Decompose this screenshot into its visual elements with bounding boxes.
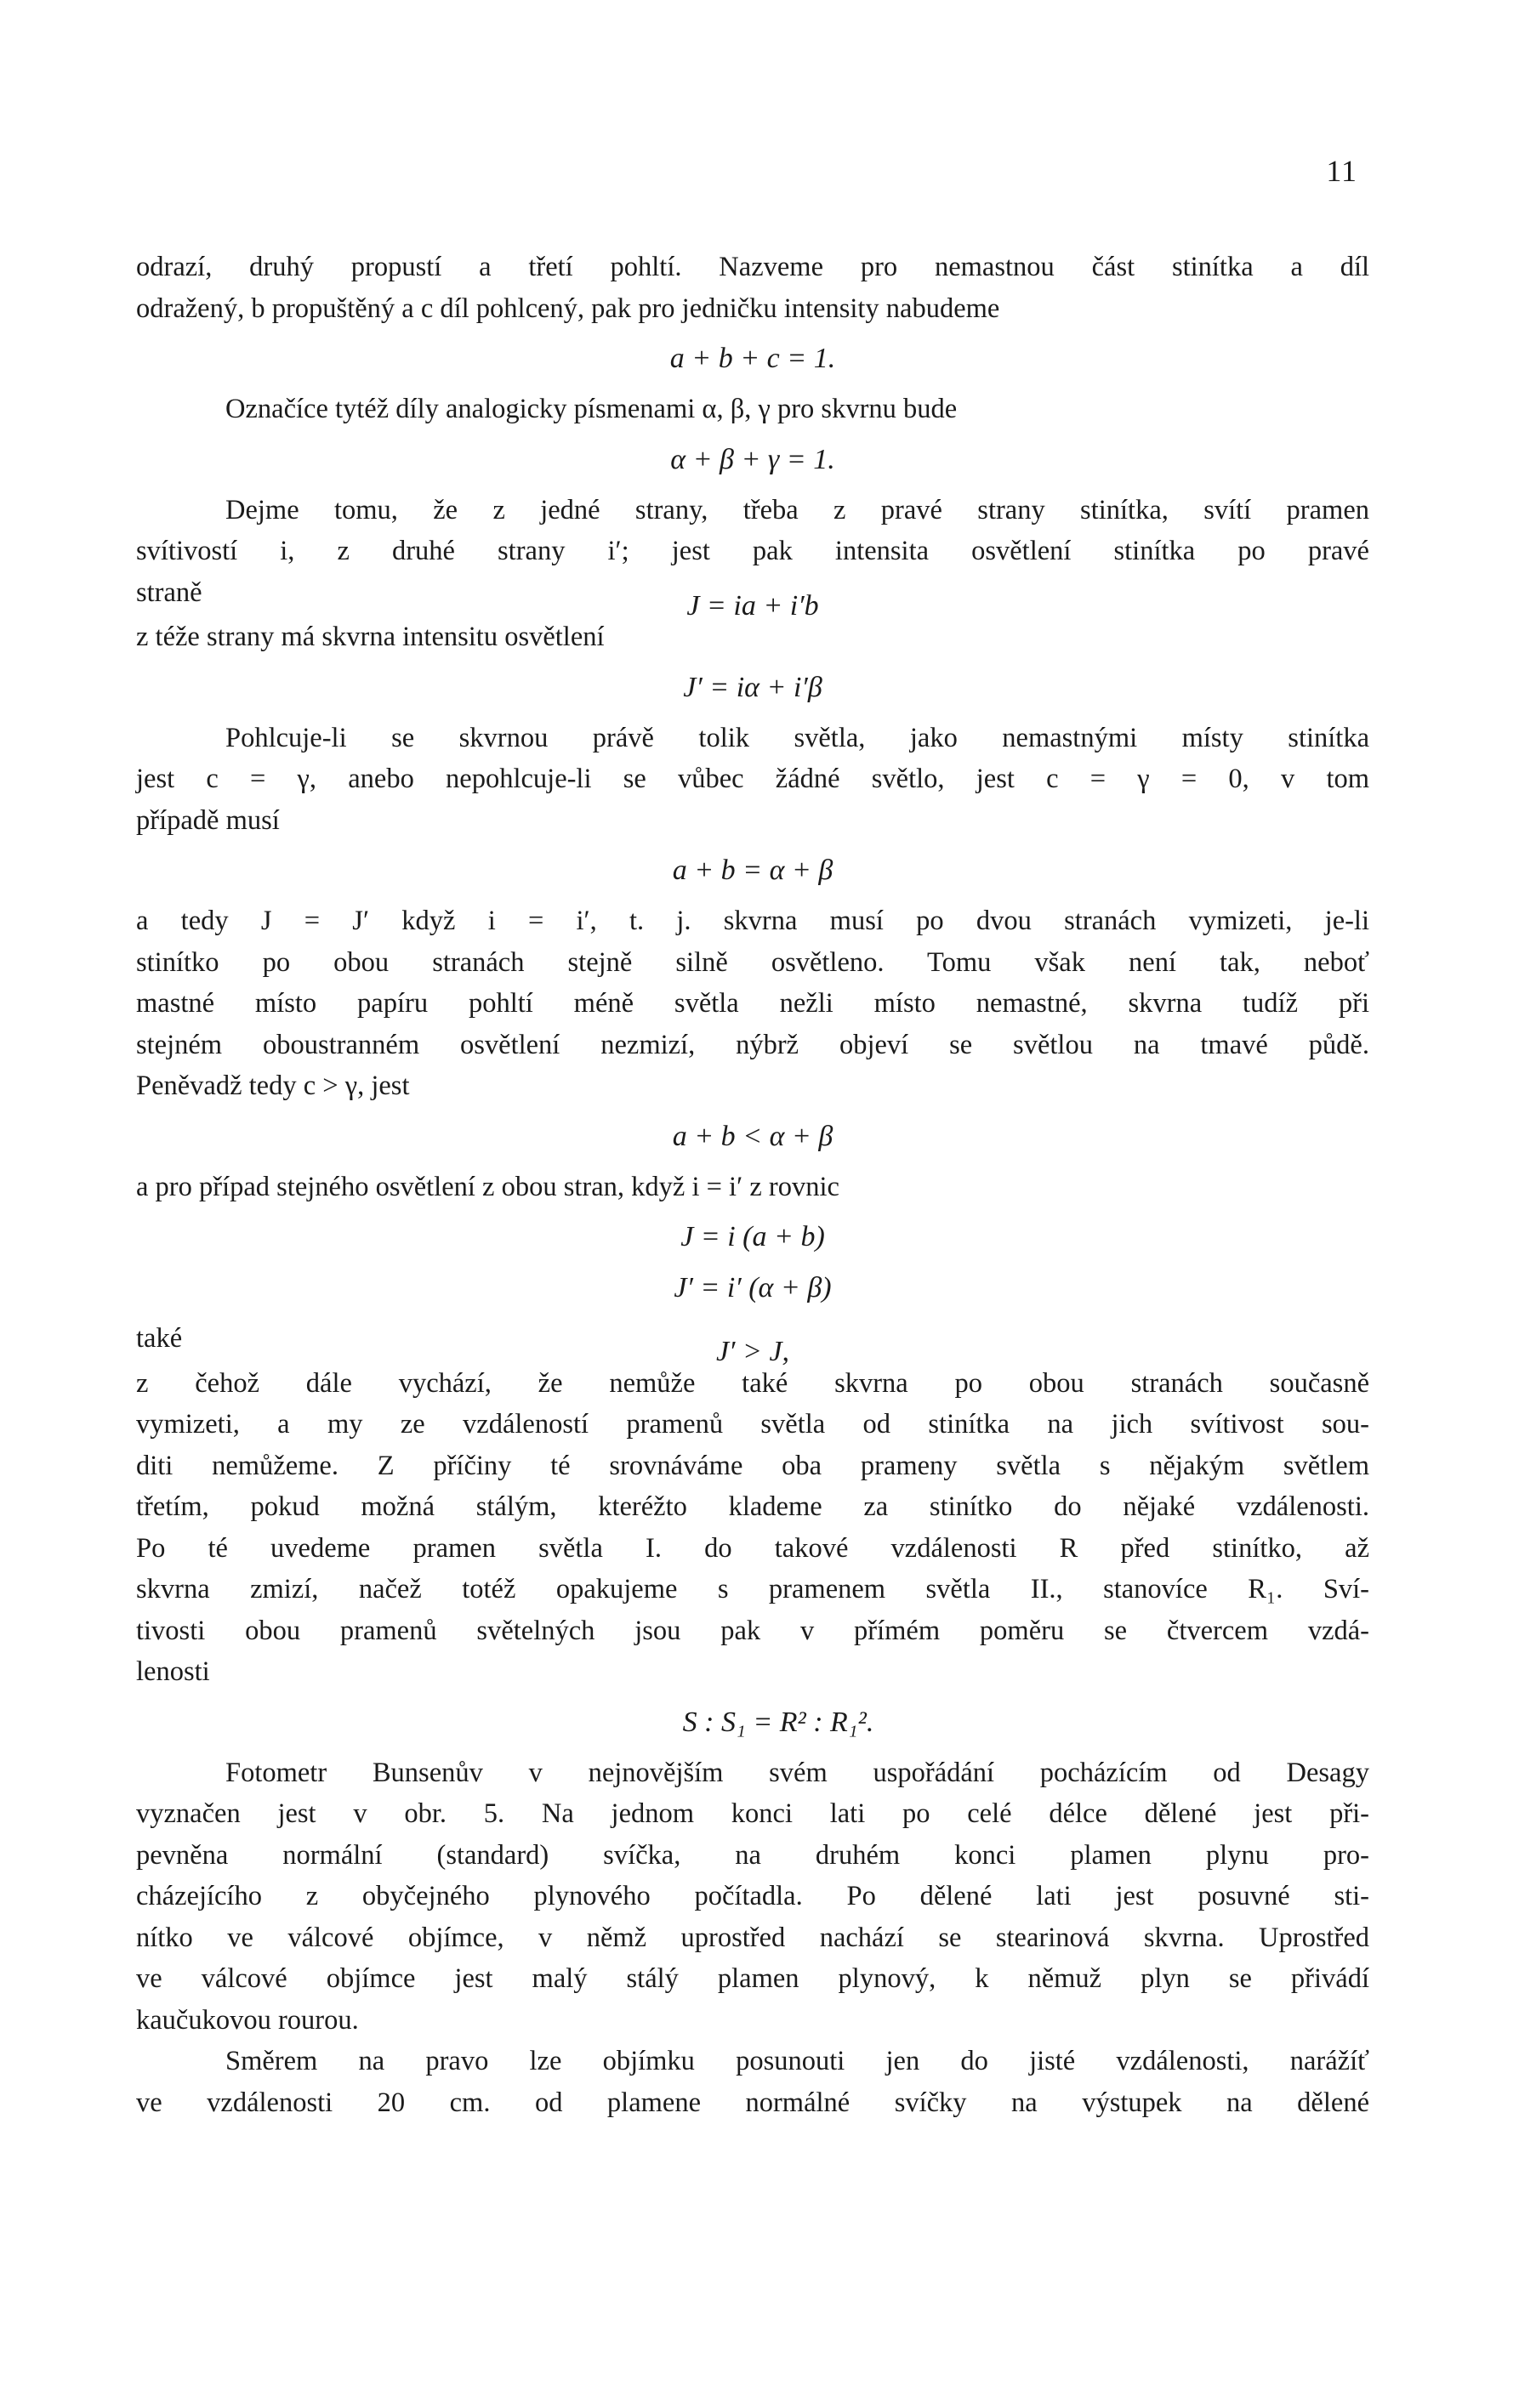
side-label-equation [136, 1318, 1369, 1367]
text-line: diti nemůžeme. Z příčiny té srovnáváme oba prameny světla s nějakým světlem [136, 1450, 1369, 1481]
text-line: skvrna zmizí, načež totéž opakujeme s pramenem světla II., stanovíce R₁. Sví- [136, 1574, 1369, 1604]
text-line: odražený, b propuštěný a c díl pohlcený, pak pro jedničku intensity nabudeme [136, 292, 1000, 324]
text-line: pevněna normální (standard) svíčka, na druhém konci plamen plynu pro- [136, 1839, 1369, 1871]
text-line: a tedy J = J′ když i = i′, t. j. skvrna musí po dvou stranách vymizeti, je-li [136, 906, 1369, 936]
text-line: třetím, pokud možná stálým, kteréžto klademe za stinítko do nějaké vzdálenosti. [136, 1491, 1369, 1522]
text-line: lenosti [136, 1656, 210, 1687]
text-line: případě musí [136, 804, 280, 836]
text-line: mastné místo papíru pohltí méně světla nežli místo nemastné, skvrna tudíž při [136, 988, 1369, 1019]
equation: S : S₁ = R² : R₁². [682, 1706, 874, 1738]
equation: J′ = i′ (α + β) [674, 1272, 832, 1303]
equation: a + b + c = 1. [669, 343, 836, 374]
text-line: stinítko po obou stranách stejně silně osvětleno. Tomu však není tak, neboť [136, 946, 1369, 978]
text-line: vymizeti, a my ze vzdáleností pramenů světla od stinítka na jich svítivost sou- [136, 1409, 1369, 1440]
text-line: Označíce tytéž díly analogicky písmenami α, β, γ pro skvrnu bude [225, 394, 958, 424]
text-line: Směrem na pravo lze objímku posunouti jen do jisté vzdálenosti, narážíť [225, 2046, 1369, 2076]
side-label: také [136, 1323, 183, 1354]
equation: J′ > J, [715, 1336, 790, 1367]
text-line: Peněvadž tedy c > γ, jest [136, 1071, 410, 1101]
equation: α + β + γ = 1. [670, 443, 835, 475]
equation: J = i (a + b) [680, 1221, 825, 1252]
text-line: Pohlcuje-li se skvrnou právě tolik světla, jako nemastnými místy stinítka [225, 722, 1369, 753]
text-line: jest c = γ, anebo nepohlcuje-li se vůbec žádné světlo, jest c = γ = 0, v tom [136, 764, 1369, 794]
text-line: ve vzdálenosti 20 cm. od plamene normálné svíčky na výstupek na dělené [136, 2087, 1369, 2118]
text-line: Fotometr Bunsenův v nejnovějším svém uspořádání pocházícím od Desagy [225, 1757, 1369, 1788]
text-line: odrazí, druhý propustí a třetí pohltí. Nazveme pro nemastnou část stinítka a díl [136, 252, 1369, 282]
text-line: Po té uvedeme pramen světla I. do takové vzdálenosti R před stinítko, až [136, 1532, 1369, 1564]
text-line: nítko ve válcové objímce, v němž uprostřed nachází se stearinová skvrna. Uprostřed [136, 1922, 1369, 1953]
text-line: vyznačen jest v obr. 5. Na jednom konci lati po celé délce dělené jest při- [136, 1798, 1369, 1829]
text-line: z téže strany má skvrna intensitu osvětlení [136, 622, 605, 652]
equation: a + b = α + β [672, 855, 833, 886]
side-label-equation [136, 572, 1369, 622]
equation: a + b < α + β [672, 1120, 833, 1152]
text-line: z čehož dále vychází, že nemůže také skvrna po obou stranách současně [136, 1367, 1369, 1399]
text-line: Dejme tomu, že z jedné strany, třeba z pravé strany stinítka, svítí pramen [225, 494, 1369, 525]
text-line: kaučukovou rourou. [136, 2004, 359, 2036]
page-number: 11 [1326, 154, 1357, 188]
equation: J′ = iα + i′β [683, 671, 822, 703]
text-line: a pro případ stejného osvětlení z obou stran, když i = i′ z rovnic [136, 1171, 839, 1202]
body-text [136, 247, 1369, 2123]
text-line: svítivostí i, z druhé strany i′; jest pak intensita osvětlení stinítka po pravé [136, 536, 1369, 566]
equation: J = ia + i′b [686, 589, 819, 622]
text-line: cházejícího z obyčejného plynového počítadla. Po dělené lati jest posuvné sti- [136, 1881, 1369, 1911]
text-line: tivosti obou pramenů světelných jsou pak v přímém poměru se čtvercem vzdá- [136, 1615, 1369, 1646]
text-line: ve válcové objímce jest malý stálý plamen plynový, k němuž plyn se přivádí [136, 1963, 1369, 1994]
text-line: stejném oboustranném osvětlení nezmizí, nýbrž objeví se světlou na tmavé půdě. [136, 1029, 1369, 1060]
side-label: straně [136, 576, 202, 608]
